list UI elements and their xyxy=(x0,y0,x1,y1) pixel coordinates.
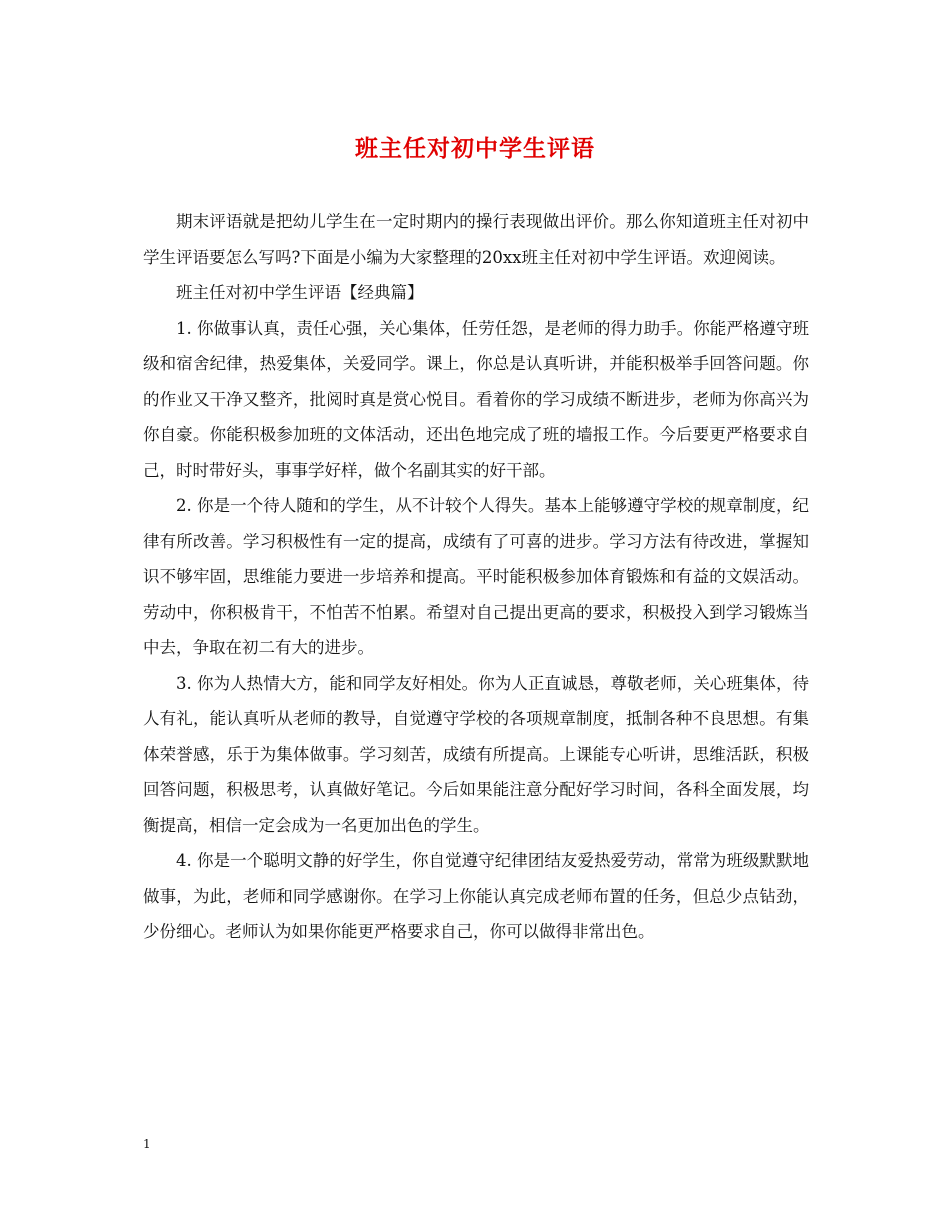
comment-paragraph-3: 3. 你为人热情大方，能和同学友好相处。你为人正直诚恳，尊敬老师，关心班集体，待人有礼，能认真听从老师的教导，自觉遵守学校的各项规章制度，抵制各种不良思想。有集体荣誉感，乐于为集体做事。学习刻苦，成绩有所提高。上课能专心听讲，思维活跃，积极回答问题，积极思考，认真做好笔记。今后如果能注意分配好学习时间，各科全面发展，均衡提高，相信一定会成为一名更加出色的学生。 xyxy=(143,673,809,835)
document-body xyxy=(143,204,809,950)
document-title: 班主任对初中学生评语 xyxy=(355,135,595,162)
comment-paragraph-2: 2. 你是一个待人随和的学生，从不计较个人得失。基本上能够遵守学校的规章制度，纪律有所改善。学习积极性有一定的提高，成绩有了可喜的进步。学习方法有待改进，掌握知识不够牢固，思维能力要进一步培养和提高。平时能积极参加体育锻炼和有益的文娱活动。劳动中，你积极肯干，不怕苦不怕累。希望对自己提出更高的要求，积极投入到学习锻炼当中去，争取在初二有大的进步。 xyxy=(143,496,809,657)
page-number: 1 xyxy=(143,1137,151,1151)
intro-paragraph: 期末评语就是把幼儿学生在一定时期内的操行表现做出评价。那么你知道班主任对初中学生评语要怎么写吗?下面是小编为大家整理的20xx班主任对初中学生评语。欢迎阅读。 xyxy=(143,212,809,267)
section-heading: 班主任对初中学生评语【经典篇】 xyxy=(176,283,424,302)
comment-paragraph-4: 4. 你是一个聪明文静的好学生，你自觉遵守纪律团结友爱热爱劳动，常常为班级默默地做事，为此，老师和同学感谢你。在学习上你能认真完成老师布置的任务，但总少点钻劲，少份细心。老师认为如果你能更严格要求自己，你可以做得非常出色。 xyxy=(143,851,809,941)
comment-paragraph-1: 1. 你做事认真，责任心强，关心集体，任劳任怨，是老师的得力助手。你能严格遵守班级和宿舍纪律，热爱集体，关爱同学。课上，你总是认真听讲，并能积极举手回答问题。你的作业又干净又整齐，批阅时真是赏心悦目。看着你的学习成绩不断进步，老师为你高兴为你自豪。你能积极参加班的文体活动，还出色地完成了班的墙报工作。今后要更严格要求自己，时时带好头，事事学好样，做个名副其实的好干部。 xyxy=(143,318,809,480)
